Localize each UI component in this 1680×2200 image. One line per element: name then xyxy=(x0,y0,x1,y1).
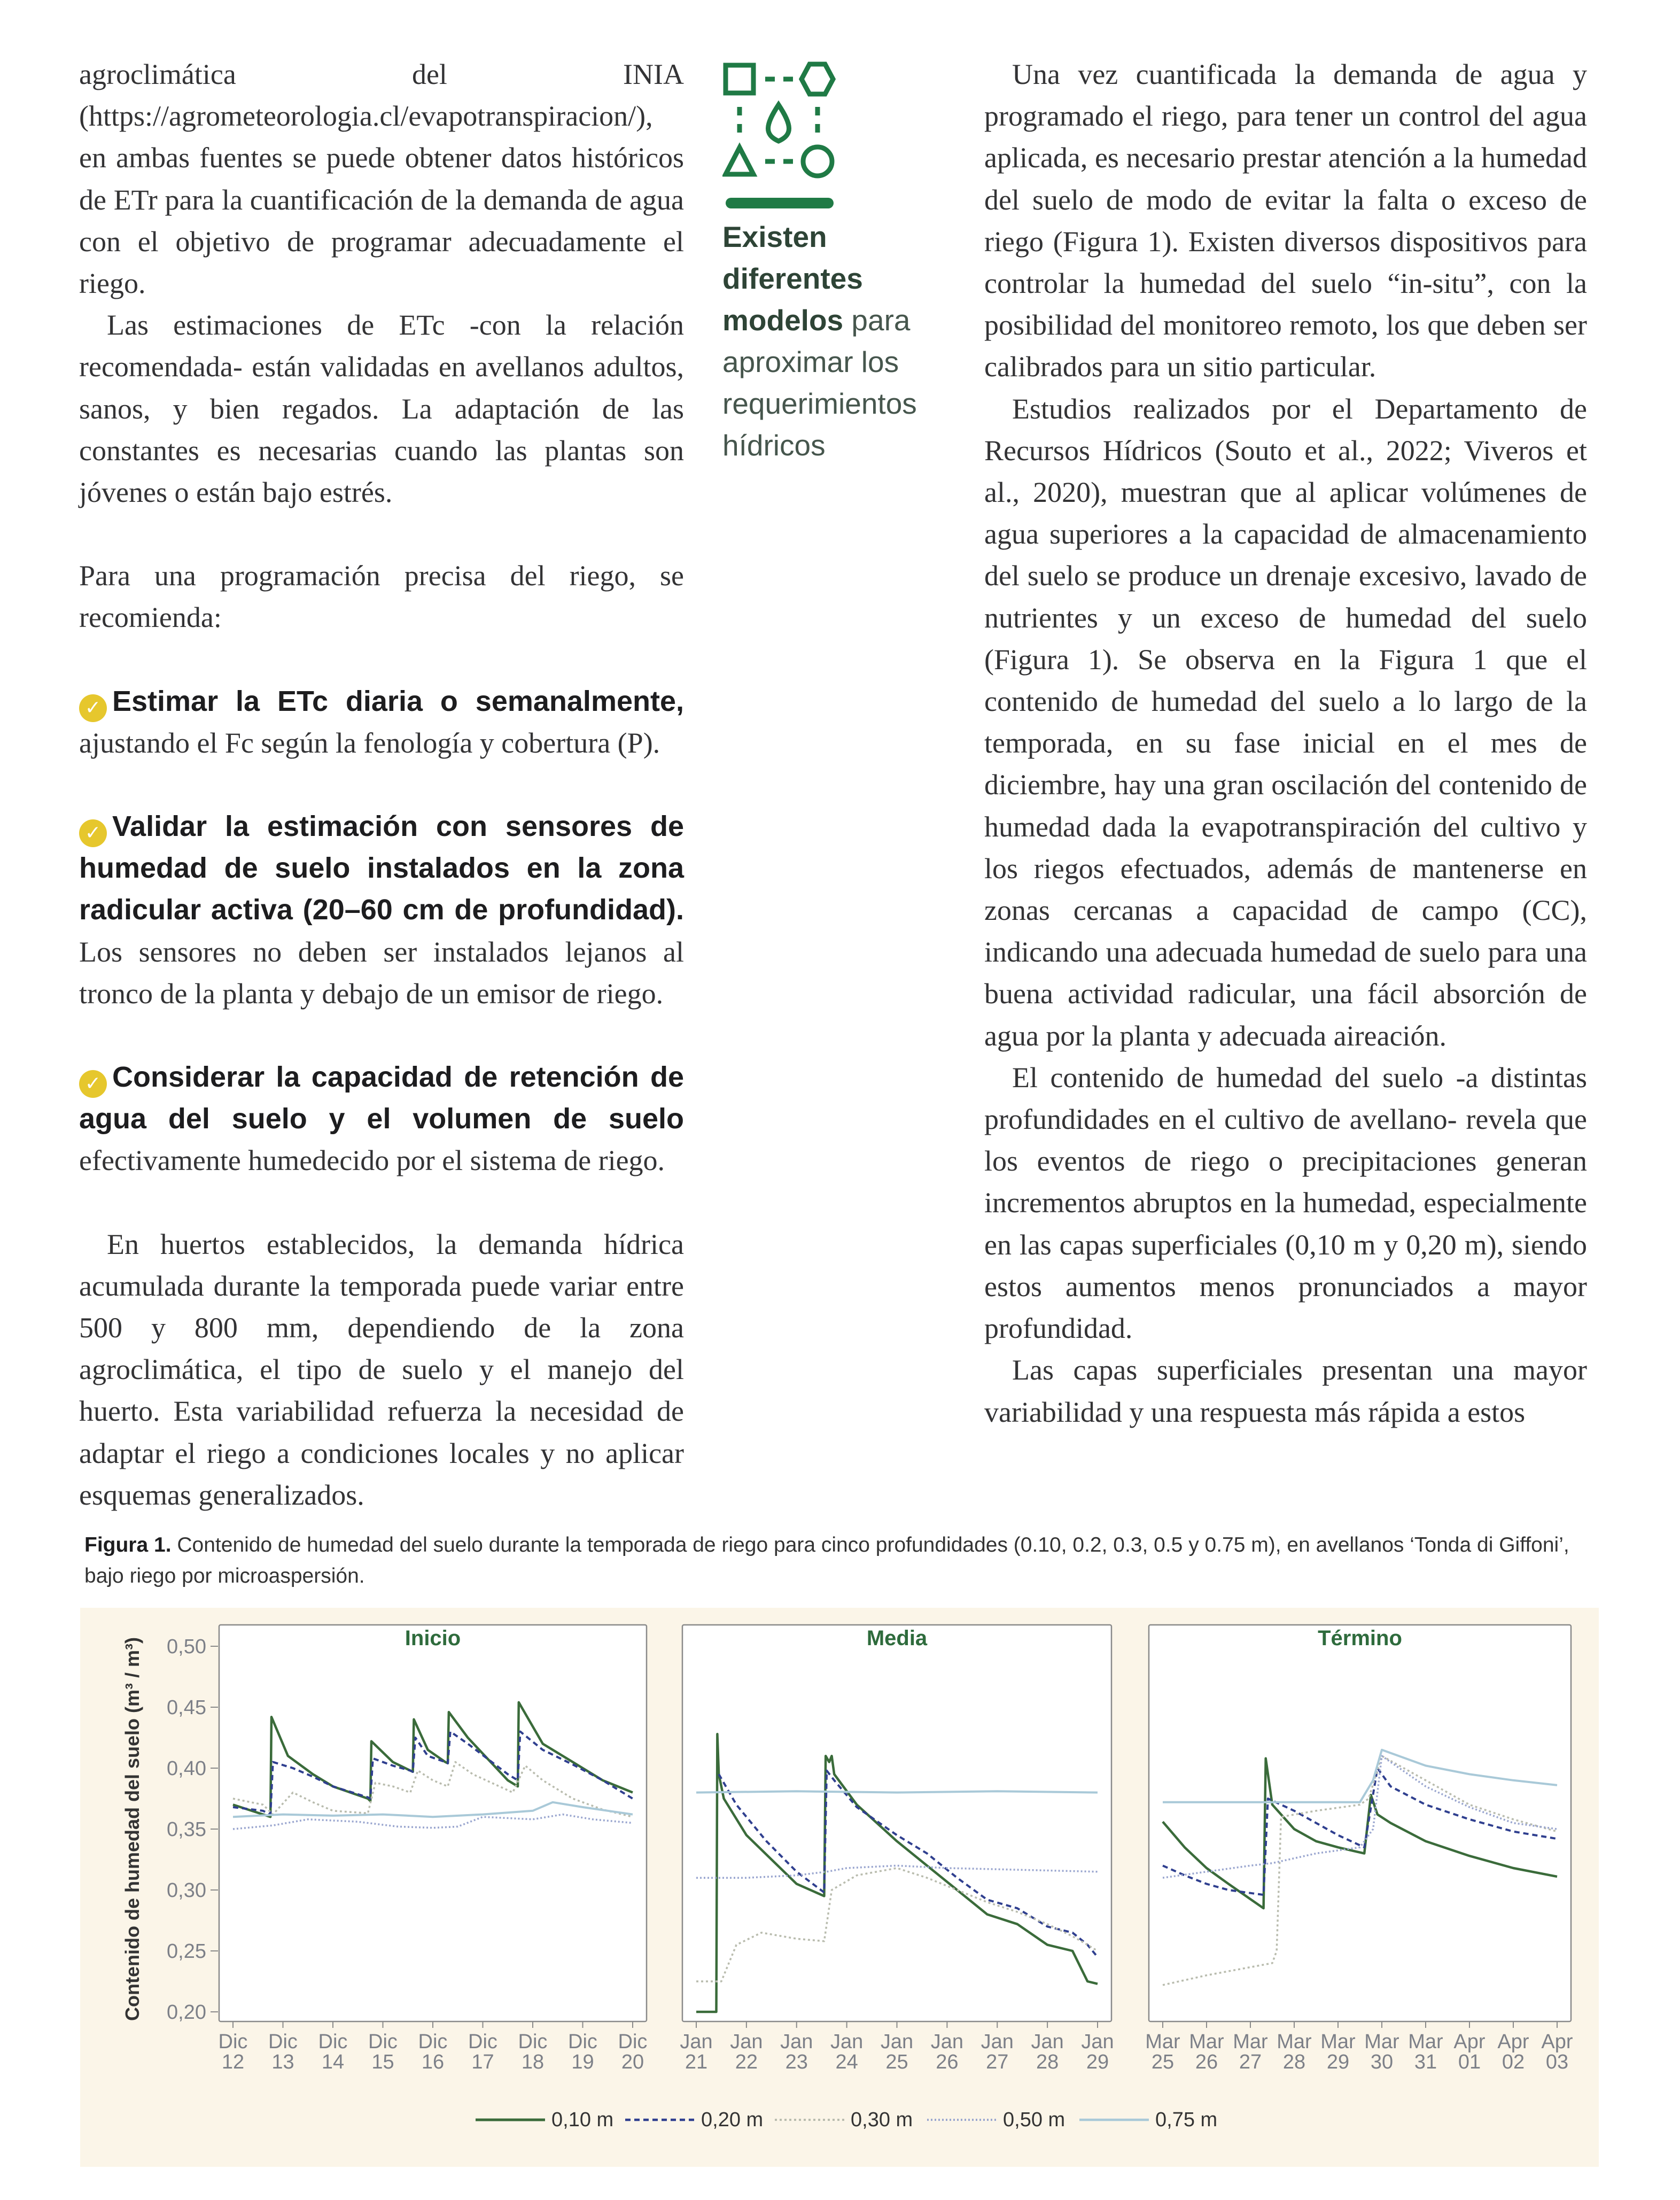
x-tick-label: 21 xyxy=(685,2051,708,2073)
x-tick-label: Dic xyxy=(468,2031,497,2053)
recommendation-1 xyxy=(79,680,684,764)
figure-caption xyxy=(84,1530,1597,1592)
panel-frame xyxy=(219,1625,647,2021)
recommendation-2-text: Los sensores no deben ser instalados lejanos al tronco de la planta y debajo de un emisor de riego. xyxy=(79,935,684,1010)
x-tick-label: Dic xyxy=(618,2031,648,2053)
x-tick-label: Mar xyxy=(1233,2031,1268,2053)
x-tick-label: 23 xyxy=(785,2051,808,2073)
shapes-water-icon xyxy=(722,56,883,216)
x-tick-label: Dic xyxy=(418,2031,448,2053)
left-paragraph-3: Para una programación precisa del riego, se recomienda: xyxy=(79,560,684,634)
x-tick-label: Jan xyxy=(1031,2031,1064,2053)
x-tick-label: 18 xyxy=(521,2051,545,2073)
legend-label: 0,10 m xyxy=(551,2109,614,2131)
x-tick-label: 13 xyxy=(271,2051,294,2073)
x-tick-label: Mar xyxy=(1145,2031,1180,2053)
x-tick-label: 26 xyxy=(1195,2051,1218,2073)
figure-1 xyxy=(80,1608,1599,2167)
x-tick-label: Dic xyxy=(318,2031,348,2053)
check-icon: ✓ xyxy=(79,819,107,847)
y-axis-label: Contenido de humedad del suelo (m³ / m³) xyxy=(121,1637,143,2021)
x-tick-label: 29 xyxy=(1086,2051,1109,2073)
x-tick-label: Jan xyxy=(1081,2031,1114,2053)
panel-frame xyxy=(1149,1625,1571,2021)
hexagon-icon xyxy=(802,64,833,94)
x-tick-label: Jan xyxy=(930,2031,964,2053)
callout-text xyxy=(722,216,947,466)
x-tick-label: Apr xyxy=(1453,2031,1485,2053)
legend-label: 0,30 m xyxy=(851,2109,913,2131)
chart-panel-2 xyxy=(680,1625,1114,2073)
panel-title: Inicio xyxy=(405,1626,461,1650)
y-tick-label: 0,20 xyxy=(167,2001,206,2024)
right-paragraph-1: Una vez cuantificada la demanda de agua y programado el riego, para tener un control del agua aplicada, es necesario prestar atención a la humedad del suelo de modo de evitar la falta o exceso de riego (Figura 1). Existen diversos dispositivos para controlar la humedad del suelo “in-situ”, con la posibilidad del monitoreo remoto, los que deben ser calibrados para un sitio particular. xyxy=(984,58,1587,383)
x-tick-label: 22 xyxy=(735,2051,758,2073)
x-tick-label: Apr xyxy=(1541,2031,1573,2053)
x-tick-label: Dic xyxy=(568,2031,597,2053)
x-tick-label: Mar xyxy=(1277,2031,1312,2053)
series-line-075m xyxy=(696,1791,1098,1792)
left-paragraph-4: En huertos establecidos, la demanda hídrica acumulada durante la temporada puede variar entre 500 y 800 mm, dependiendo de la zona agroclimática, el tipo de suelo y el manejo del huerto. Esta variabilidad refuerza la necesidad de adaptar el riego a condiciones locales y no aplicar esquemas generalizados. xyxy=(79,1228,684,1511)
x-tick-label: 02 xyxy=(1502,2051,1525,2073)
chart-panel-1 xyxy=(219,1625,648,2073)
callout-block xyxy=(722,56,947,466)
x-tick-label: 29 xyxy=(1326,2051,1350,2073)
left-paragraph-2: Las estimaciones de ETc -con la relación recomendada- están validadas en avellanos adultos, sanos, y bien regados. La adaptación de las constantes es necesarias cuando las plantas son jóvenes o están bajo estrés. xyxy=(79,309,684,509)
x-tick-label: 24 xyxy=(835,2051,858,2073)
panel-title: Media xyxy=(866,1626,928,1650)
x-tick-label: 17 xyxy=(471,2051,494,2073)
check-icon: ✓ xyxy=(79,694,107,722)
x-tick-label: 28 xyxy=(1036,2051,1059,2073)
legend-label: 0,50 m xyxy=(1003,2109,1065,2131)
x-tick-label: 01 xyxy=(1458,2051,1481,2073)
right-paragraph-4: Las capas superficiales presentan una mayor variabilidad y una respuesta más rápida a estos xyxy=(984,1354,1587,1428)
x-tick-label: Dic xyxy=(268,2031,298,2053)
y-tick-label: 0,30 xyxy=(167,1879,206,1902)
green-bar xyxy=(726,198,834,208)
x-tick-label: Apr xyxy=(1497,2031,1529,2053)
x-tick-label: 03 xyxy=(1545,2051,1569,2073)
y-tick-label: 0,25 xyxy=(167,1940,206,1963)
panel-title: Término xyxy=(1318,1626,1402,1650)
panel-frame xyxy=(682,1625,1111,2021)
x-tick-label: 30 xyxy=(1370,2051,1394,2073)
legend-label: 0,75 m xyxy=(1155,2109,1218,2131)
y-tick-label: 0,50 xyxy=(167,1636,206,1658)
y-tick-label: 0,35 xyxy=(167,1818,206,1841)
x-tick-label: 31 xyxy=(1414,2051,1437,2073)
x-tick-label: 20 xyxy=(621,2051,644,2073)
triangle-icon xyxy=(726,148,753,174)
callout-rest: para aproximar los requerimientos hídricos xyxy=(722,304,917,462)
callout-bold: Existen diferentes modelos xyxy=(722,220,863,337)
x-tick-label: Dic xyxy=(518,2031,548,2053)
x-tick-label: 19 xyxy=(571,2051,594,2073)
x-tick-label: Mar xyxy=(1189,2031,1224,2053)
x-tick-label: Jan xyxy=(880,2031,914,2053)
x-tick-label: 28 xyxy=(1282,2051,1306,2073)
legend-label: 0,20 m xyxy=(701,2109,764,2131)
right-paragraph-2: Estudios realizados por el Departamento de Recursos Hídricos (Souto et al., 2022; Viveros et al., 2020), muestran que al aplicar volúmenes de agua superiores a la capacidad de almacenamiento del suelo se produce un drenaje excesivo, lavado de nutrientes y un exceso de humedad del suelo (Figura 1). Se observa en la Figura 1 que el contenido de humedad del suelo a lo largo de la temporada, en su fase inicial en el mes de diciembre, hay una gran oscilación del contenido de humedad dada la evapotranspiración del cultivo y los riegos efectuados, además de mantenerse en zonas cercanas a capacidad de campo (CC), indicando una adecuada humedad de suelo para una buena actividad radicular, una fácil absorción de agua por la planta y adecuada aireación. xyxy=(984,392,1587,1052)
y-tick-label: 0,40 xyxy=(167,1757,206,1780)
x-tick-label: Jan xyxy=(830,2031,864,2053)
recommendation-1-bold: Estimar la ETc diaria o semanalmente, xyxy=(112,685,684,717)
recommendation-3-bold: Considerar la capacidad de retención de agua del suelo y el volumen de suelo xyxy=(79,1061,684,1135)
left-column xyxy=(79,53,684,1516)
circle-icon xyxy=(803,147,832,176)
x-tick-label: Mar xyxy=(1364,2031,1399,2053)
recommendation-2-bold: Validar la estimación con sensores de humedad de suelo instalados en la zona radicular activa (20–60 cm de profundidad). xyxy=(79,810,684,926)
x-tick-label: 27 xyxy=(986,2051,1009,2073)
x-tick-label: Jan xyxy=(730,2031,763,2053)
x-tick-label: 25 xyxy=(885,2051,908,2073)
x-tick-label: 15 xyxy=(371,2051,394,2073)
square-icon xyxy=(726,65,753,93)
recommendation-3 xyxy=(79,1056,684,1182)
check-icon: ✓ xyxy=(79,1070,107,1098)
figure-caption-text: Contenido de humedad del suelo durante la temporada de riego para cinco profundidades (0.10, 0.2, 0.3, 0.5 y 0.75 m), en avellanos ‘Tonda di Giffoni’, bajo riego por microaspersión. xyxy=(84,1533,1569,1587)
x-tick-label: Mar xyxy=(1408,2031,1443,2053)
x-tick-label: Dic xyxy=(368,2031,398,2053)
y-tick-label: 0,45 xyxy=(167,1697,206,1719)
left-paragraph-1: agroclimática del INIA (https://agrometeorologia.cl/evapotranspiracion/), en ambas fuentes se puede obtener datos históricos de ETr para la cuantificación de la demanda de agua con el objetivo de programar adecuadamente el riego. xyxy=(79,58,684,300)
right-column xyxy=(984,53,1587,1433)
figure-label: Figura 1. xyxy=(84,1533,172,1556)
water-drop-icon xyxy=(768,105,789,141)
moisture-chart xyxy=(80,1608,1599,2167)
x-tick-label: Mar xyxy=(1320,2031,1356,2053)
x-tick-label: Jan xyxy=(780,2031,813,2053)
recommendation-1-text: ajustando el Fc según la fenología y cobertura (P). xyxy=(79,726,660,759)
chart-panel-3 xyxy=(1145,1625,1573,2073)
right-paragraph-3: El contenido de humedad del suelo -a distintas profundidades en el cultivo de avellano- revela que los eventos de riego o precipitaciones generan incrementos abruptos en la humedad, especialmente en las capas superficiales (0,10 m y 0,20 m), siendo estos aumentos menos pronunciados a mayor profundidad. xyxy=(984,1061,1587,1345)
x-tick-label: Dic xyxy=(218,2031,248,2053)
x-tick-label: 14 xyxy=(321,2051,345,2073)
x-tick-label: Jan xyxy=(680,2031,713,2053)
recommendation-3-text: efectivamente humedecido por el sistema de riego. xyxy=(79,1144,665,1177)
x-tick-label: 25 xyxy=(1151,2051,1175,2073)
x-tick-label: 16 xyxy=(421,2051,445,2073)
x-tick-label: Jan xyxy=(981,2031,1014,2053)
x-tick-label: 12 xyxy=(221,2051,245,2073)
x-tick-label: 27 xyxy=(1239,2051,1262,2073)
x-tick-label: 26 xyxy=(936,2051,959,2073)
recommendation-2 xyxy=(79,805,684,1014)
